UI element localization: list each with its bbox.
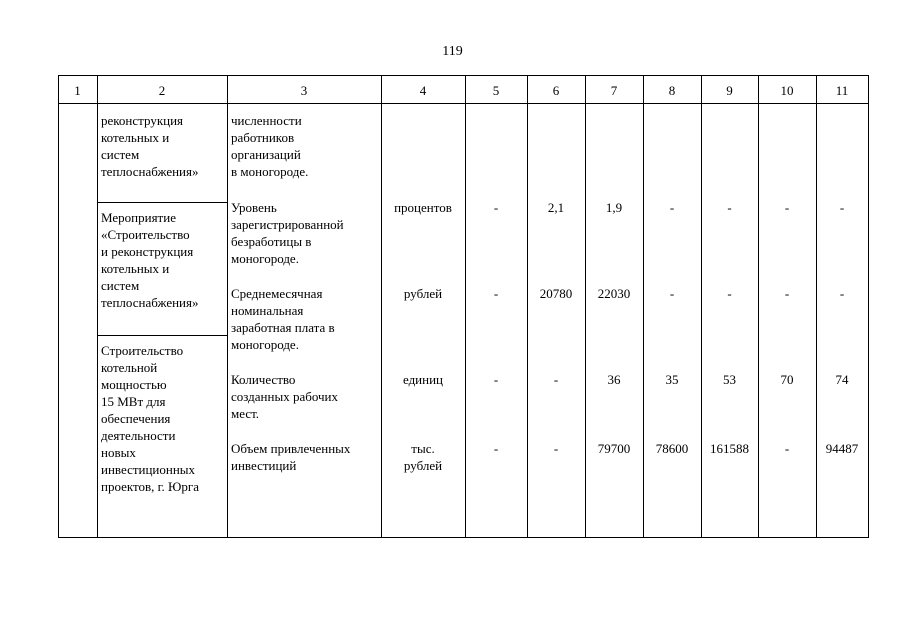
measure-3-line: новых bbox=[101, 445, 136, 460]
indicator-5-line: Объем привлеченных bbox=[231, 441, 351, 456]
col-border-0 bbox=[58, 75, 59, 538]
measure-divider-2 bbox=[97, 335, 228, 336]
indicator-3-value-col11: - bbox=[839, 286, 845, 301]
indicator-5-line: инвестиций bbox=[231, 458, 297, 473]
col-border-2 bbox=[227, 75, 228, 538]
measure-2-line: и реконструкция bbox=[101, 244, 194, 259]
indicator-2-line: зарегистрированной bbox=[231, 217, 344, 232]
page-number: 119 bbox=[442, 44, 463, 59]
indicator-1-line: численности bbox=[231, 113, 302, 128]
indicator-4-value-col5: - bbox=[493, 372, 499, 387]
indicator-4-value-col6: - bbox=[553, 372, 559, 387]
measure-1-line: теплоснабжения» bbox=[101, 164, 199, 179]
indicator-1-line: организаций bbox=[231, 147, 301, 162]
indicator-5-value-col9: 161588 bbox=[710, 441, 749, 456]
indicator-2-value-col8: - bbox=[669, 200, 675, 215]
header-cell-10: 10 bbox=[780, 83, 794, 98]
col-border-5 bbox=[527, 75, 528, 538]
measure-2-line: теплоснабжения» bbox=[101, 295, 199, 310]
indicator-1-line: работников bbox=[231, 130, 295, 145]
indicator-5-value-col10: - bbox=[784, 441, 790, 456]
indicator-3-value-col5: - bbox=[493, 286, 499, 301]
measure-2-line: систем bbox=[101, 278, 140, 293]
header-cell-9: 9 bbox=[726, 83, 733, 98]
indicator-4-value-col7: 36 bbox=[607, 372, 621, 387]
measure-3-line: обеспечения bbox=[101, 411, 171, 426]
measure-3-line: деятельности bbox=[101, 428, 176, 443]
measure-3-line: проектов, г. Юрга bbox=[101, 479, 200, 494]
indicator-4-unit: единиц bbox=[402, 372, 444, 387]
table-bottom-border bbox=[58, 537, 869, 538]
header-cell-3: 3 bbox=[300, 83, 308, 98]
indicator-3-value-col7: 22030 bbox=[597, 286, 631, 301]
header-cell-4: 4 bbox=[419, 83, 427, 98]
indicator-3-value-col10: - bbox=[784, 286, 790, 301]
indicator-2-unit: процентов bbox=[394, 200, 452, 215]
indicator-5-unit: рублей bbox=[403, 458, 443, 473]
header-cell-6: 6 bbox=[552, 83, 560, 98]
header-cell-1: 1 bbox=[74, 83, 81, 98]
indicator-2-value-col10: - bbox=[784, 200, 790, 215]
indicator-2-line: моногороде. bbox=[231, 251, 299, 266]
measure-3-line: инвестиционных bbox=[101, 462, 196, 477]
indicator-5-value-col8: 78600 bbox=[655, 441, 689, 456]
indicator-4-value-col11: 74 bbox=[835, 372, 849, 387]
measure-2-line: «Строительство bbox=[101, 227, 190, 242]
indicator-3-value-col9: - bbox=[727, 286, 732, 301]
indicator-1-line: в моногороде. bbox=[231, 164, 309, 179]
indicator-2-value-col5: - bbox=[493, 200, 499, 215]
indicator-3-value-col6: 20780 bbox=[539, 286, 573, 301]
measure-3-line: мощностью bbox=[101, 377, 167, 392]
col-border-7 bbox=[643, 75, 644, 538]
measure-divider-1 bbox=[97, 202, 228, 203]
measure-3-line: Строительство bbox=[101, 343, 184, 358]
indicator-2-line: Уровень bbox=[231, 200, 277, 215]
indicator-5-value-col5: - bbox=[493, 441, 499, 456]
indicator-4-line: созданных рабочих bbox=[231, 389, 338, 404]
measure-2-line: Мероприятие bbox=[101, 210, 176, 225]
indicator-2-value-col7: 1,9 bbox=[605, 200, 623, 215]
indicator-3-value-col8: - bbox=[669, 286, 675, 301]
header-cell-8: 8 bbox=[668, 83, 676, 98]
indicator-3-line: Среднемесячная bbox=[231, 286, 323, 301]
measure-1-line: систем bbox=[101, 147, 140, 162]
indicator-2-value-col6: 2,1 bbox=[547, 200, 565, 215]
col-border-9 bbox=[758, 75, 759, 538]
indicator-4-line: мест. bbox=[231, 406, 260, 421]
col-border-11 bbox=[868, 75, 869, 538]
indicator-2-value-col9: - bbox=[727, 200, 732, 215]
measure-2-line: котельных и bbox=[101, 261, 170, 276]
header-cell-2: 2 bbox=[158, 83, 166, 98]
indicator-3-line: моногороде. bbox=[231, 337, 299, 352]
indicator-3-line: заработная плата в bbox=[231, 320, 335, 335]
indicator-4-line: Количество bbox=[231, 372, 296, 387]
indicator-2-value-col11: - bbox=[839, 200, 845, 215]
col-border-1 bbox=[97, 75, 98, 538]
indicator-3-unit: рублей bbox=[403, 286, 443, 301]
indicator-5-value-col6: - bbox=[553, 441, 559, 456]
indicator-5-unit: тыс. bbox=[411, 441, 435, 456]
header-cell-11: 11 bbox=[835, 83, 849, 98]
table-top-border bbox=[58, 75, 869, 76]
measure-3-line: котельной bbox=[101, 360, 158, 375]
indicator-2-line: безработицы в bbox=[231, 234, 312, 249]
header-bottom-border bbox=[58, 103, 869, 104]
indicator-4-value-col9: 53 bbox=[723, 372, 736, 387]
header-cell-7: 7 bbox=[610, 83, 618, 98]
col-border-8 bbox=[701, 75, 702, 538]
indicator-5-value-col7: 79700 bbox=[597, 441, 631, 456]
indicator-4-value-col8: 35 bbox=[665, 372, 679, 387]
col-border-4 bbox=[465, 75, 466, 538]
indicator-3-line: номинальная bbox=[231, 303, 304, 318]
measure-1-line: реконструкция bbox=[101, 113, 184, 128]
header-cell-5: 5 bbox=[492, 83, 500, 98]
measure-3-line: 15 МВт для bbox=[101, 394, 166, 409]
col-border-6 bbox=[585, 75, 586, 538]
indicator-5-value-col11: 94487 bbox=[825, 441, 859, 456]
measure-1-line: котельных и bbox=[101, 130, 170, 145]
indicator-4-value-col10: 70 bbox=[780, 372, 794, 387]
col-border-10 bbox=[816, 75, 817, 538]
